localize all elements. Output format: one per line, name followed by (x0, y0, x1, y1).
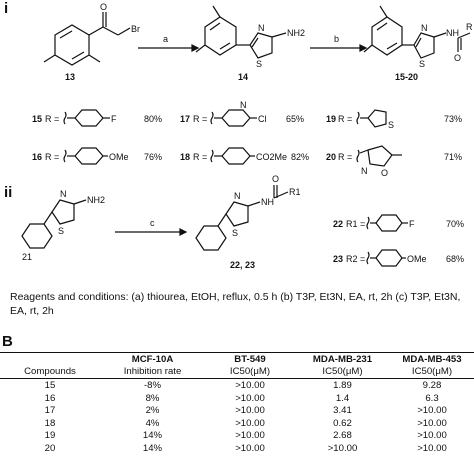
svg-text:OMe: OMe (407, 254, 427, 264)
br-atom: Br (131, 24, 140, 34)
svg-text:68%: 68% (446, 254, 465, 264)
section-ii-label: ii (4, 184, 13, 201)
svg-text:R =: R = (193, 114, 208, 124)
entry-16 (32, 148, 162, 164)
svg-text:71%: 71% (444, 152, 463, 162)
compound-14-structure (196, 6, 305, 82)
svg-text:R1: R1 (289, 187, 301, 197)
svg-text:R1 =: R1 = (346, 219, 366, 229)
svg-text:15: 15 (32, 114, 43, 124)
compound-13-structure (44, 2, 140, 82)
svg-text:20: 20 (326, 152, 337, 162)
table-row: 20 14% >10.00 >10.00 >10.00 (44, 442, 447, 454)
activity-table (0, 352, 474, 455)
pyridine-n-21: 21 (22, 252, 33, 262)
entry-15 (32, 110, 162, 126)
isoxazole-n: N (361, 166, 368, 176)
amide-o: O (454, 53, 462, 63)
entry-17 (180, 100, 304, 126)
subheader-ic50: IC50(μM) (390, 366, 474, 379)
section-i-label: i (4, 0, 9, 17)
step-b-label: b (334, 34, 340, 44)
svg-text:S: S (232, 228, 239, 238)
svg-text:82%: 82% (291, 152, 310, 162)
svg-text:F: F (111, 114, 117, 124)
amide-nh: NH (446, 28, 459, 38)
svg-text:16: 16 (32, 152, 43, 162)
thiazole-n: N (258, 23, 265, 33)
header-mdamb453: MDA-MB-453 (390, 353, 474, 366)
header-mdamb231: MDA-MB-231 (295, 353, 390, 366)
subheader-compounds: Compounds (0, 366, 100, 379)
svg-text:O: O (272, 174, 280, 184)
svg-text:73%: 73% (444, 114, 463, 124)
entry-19 (326, 110, 462, 130)
svg-text:17: 17 (180, 114, 191, 124)
svg-text:R =: R = (45, 114, 60, 124)
step-c-label: c (150, 218, 155, 228)
svg-text:R =: R = (338, 152, 353, 162)
pyridine-n: N (240, 100, 247, 110)
compound-15-20-label: 15-20 (395, 72, 419, 82)
entry-23 (333, 250, 464, 266)
svg-text:N: N (234, 191, 241, 201)
svg-text:76%: 76% (144, 152, 163, 162)
svg-text:OMe: OMe (109, 152, 129, 162)
subheader-inhibition: Inhibition rate (100, 366, 205, 379)
compound-22-23-label: 22, 23 (230, 260, 256, 270)
svg-text:NH: NH (261, 197, 274, 207)
svg-text:70%: 70% (446, 219, 465, 229)
table-row: 18 4% >10.00 0.62 >10.00 (44, 417, 447, 429)
table-row: 16 8% >10.00 1.4 6.3 (44, 392, 439, 404)
svg-text:65%: 65% (286, 114, 305, 124)
thiophene-s: S (388, 120, 395, 130)
subheader-ic50: IC50(μM) (295, 366, 390, 379)
svg-text:19: 19 (326, 114, 337, 124)
header-bt549: BT-549 (205, 353, 295, 366)
svg-text:18: 18 (180, 152, 191, 162)
thiazole-s: S (256, 59, 263, 69)
thiazole-n-21: N (60, 189, 67, 199)
reagents-conditions: Reagents and conditions: (a) thiourea, EtOH, reflux, 0.5 h (b) T3P, Et3N, EA, rt, 2h (c) T3P, Et3N, EA, rt, 2h (10, 291, 461, 317)
table-row: 15 -8% >10.00 1.89 9.28 (44, 379, 442, 391)
amine-nh2-21: NH2 (87, 195, 106, 205)
thiazole-s-2: S (419, 59, 426, 69)
compound-13-label: 13 (65, 72, 76, 82)
table-row: 19 14% >10.00 2.68 >10.00 (44, 430, 447, 442)
amine-nh2: NH2 (287, 28, 306, 38)
compound-21-structure (22, 189, 105, 262)
thiazole-n-2: N (421, 23, 428, 33)
table-row: 17 2% >10.00 3.41 >10.00 (44, 405, 447, 417)
svg-text:Cl: Cl (258, 114, 267, 124)
svg-text:R2 =: R2 = (346, 254, 366, 264)
svg-text:22: 22 (333, 219, 344, 229)
section-b-label: B (2, 333, 13, 350)
carbonyl-o: O (100, 2, 108, 12)
svg-text:23: 23 (333, 254, 344, 264)
entry-20 (326, 146, 462, 178)
subheader-ic50: IC50(μM) (205, 366, 295, 379)
svg-text:R =: R = (45, 152, 60, 162)
isoxazole-o: O (381, 168, 389, 178)
compound-22-23-structure (196, 174, 301, 270)
svg-text:R =: R = (193, 152, 208, 162)
compound-15-20-structure (364, 6, 473, 82)
entry-22 (333, 215, 464, 231)
svg-text:F: F (409, 219, 415, 229)
thiazole-s-21: S (58, 226, 65, 236)
svg-text:80%: 80% (144, 114, 163, 124)
step-a-label: a (163, 34, 169, 44)
compound-14-label: 14 (238, 72, 249, 82)
svg-text:R =: R = (338, 114, 353, 124)
r-group: R (466, 22, 473, 32)
svg-text:CO2Me: CO2Me (256, 152, 288, 162)
entry-18 (180, 148, 309, 164)
header-mcf10a: MCF-10A (100, 353, 205, 366)
header-blank (0, 353, 100, 366)
